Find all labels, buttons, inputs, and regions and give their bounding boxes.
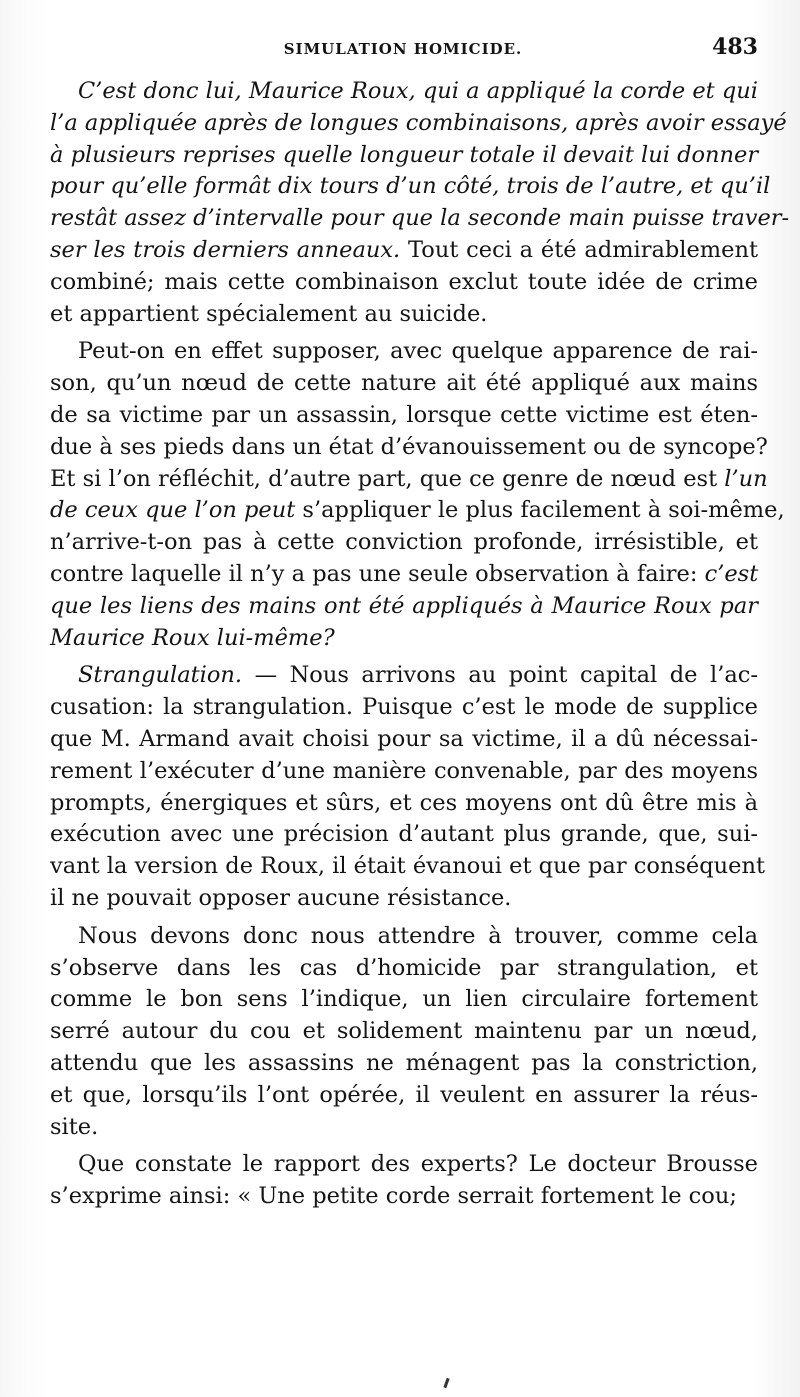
roman-text: Peut-on en effet supposer, avec quelque apparence de rai- [78,338,758,365]
text-line [50,267,758,299]
paragraph [50,1149,758,1213]
italic-text: Maurice Roux lui-même? [50,624,335,651]
roman-text: combiné; mais cette combinaison exclut toute idée de crime [50,268,758,295]
italic-text: ser les trois derniers anneaux. [50,236,401,263]
text-line [50,495,785,527]
roman-text: son, qu’un nœud de cette nature ait été appliqué aux mains [50,370,758,397]
text-line [50,1181,758,1213]
text-line [50,591,758,623]
italic-text: l’a appliquée après de longues combinaisons, après avoir essayé [50,109,787,136]
text-line [50,1048,758,1080]
text-line [50,953,758,985]
text-line [50,171,771,203]
running-title: SIMULATION HOMICIDE. [283,40,523,58]
text-line [50,1112,758,1144]
roman-text: et appartient spécialement au suicide. [50,300,488,327]
text-line [50,660,758,692]
paragraph [50,336,785,654]
roman-text: attendu que les assassins ne ménagent pas la constriction, [50,1049,758,1076]
text-line [50,623,758,655]
text-line [50,400,758,432]
roman-text: comme le bon sens l’indique, un lien circulaire fortement [50,986,758,1013]
roman-text: n’arrive-t-on pas à cette conviction profonde, irrésistible, et [50,529,758,556]
roman-text: cusation: la strangulation. Puisque c’est le mode de supplice [50,694,758,721]
roman-text: Tout ceci a été admirablement [400,236,758,263]
text-line [50,527,758,559]
text-line [50,756,758,788]
running-head [48,34,758,66]
text-line [50,724,758,756]
text-line [50,559,758,591]
paragraph [50,921,758,1144]
roman-text: site. [50,1113,99,1140]
italic-text: pour qu’elle formât dix tours d’un côté, trois de l’autre, et qu’il [50,173,771,200]
roman-text: vant la version de Roux, il était évanoui et que par conséquent [50,853,765,880]
text-line [50,921,758,953]
roman-text: s’observe dans les cas d’homicide par strangulation, et [50,954,758,981]
roman-text: Que constate le rapport des experts? Le docteur Brousse [78,1151,758,1178]
page-number: 483 [712,34,758,60]
text-line [50,984,758,1016]
text-line [50,432,768,464]
italic-text: C’est donc lui, Maurice Roux, qui a appliqué la corde et qui [78,78,758,104]
italic-text: l’un [724,465,768,492]
text-line [50,235,758,267]
text-line [50,1080,758,1112]
text-line [50,464,768,496]
text-line [50,1016,758,1048]
roman-text: serré autour du cou et solidement maintenu par un nœud, [50,1018,758,1045]
roman-text: contre laquelle il n’y a pas une seule observation à faire: [50,560,705,587]
text-line [50,299,758,331]
roman-text: exécution avec une précision d’autant plus grande, que, sui- [50,821,758,848]
roman-text: s’exprime ainsi: « Une petite corde serrait fortement le cou; [50,1183,737,1210]
text-line [50,819,758,851]
italic-text: restât assez d’intervalle pour que la seconde main puisse traver- [50,205,790,232]
roman-text: s’appliquer le plus facilement à soi-même, [295,497,785,524]
body-text [50,76,790,1213]
text-line [50,76,758,108]
roman-text: et que, lorsqu’ils l’ont opérée, il veulent en assurer la réus- [50,1081,758,1108]
italic-text: que les liens des mains ont été appliqués à Maurice Roux par [50,592,758,619]
text-line [50,851,765,883]
text-line [50,336,758,368]
text-line [50,368,758,400]
roman-text: de sa victime par un assassin, lorsque cette victime est éten- [50,401,758,428]
text-line [50,883,758,915]
italic-text: de ceux que l’on peut [50,497,296,524]
ink-mark [443,1378,449,1388]
roman-text: due à ses pieds dans un état d’évanouissement ou de syncope? [50,433,768,460]
roman-text: prompts, énergiques et sûrs, et ces moyens ont dû être mis à [50,789,758,816]
roman-text: que M. Armand avait choisi pour sa victime, il a dû nécessai- [50,725,758,752]
text-line [50,788,758,820]
roman-text: il ne pouvait opposer aucune résistance. [50,884,512,911]
text-line [50,140,758,172]
text-line [50,203,790,235]
italic-text: Strangulation. [78,662,243,689]
text-line [50,1149,758,1181]
roman-text: — Nous arrivons au point capital de l’ac- [242,662,758,689]
paragraph [50,660,765,914]
paragraph [50,76,790,330]
roman-text: rement l’exécuter d’une manière convenable, par des moyens [50,757,758,784]
roman-text: Nous devons donc nous attendre à trouver, comme cela [78,922,758,949]
roman-text: Et si l’on réfléchit, d’autre part, que ce genre de nœud est [50,465,725,492]
italic-text: c’est [704,560,759,587]
text-line [50,692,758,724]
text-line [50,108,787,140]
italic-text: à plusieurs reprises quelle longueur totale il devait lui donner [50,141,759,168]
